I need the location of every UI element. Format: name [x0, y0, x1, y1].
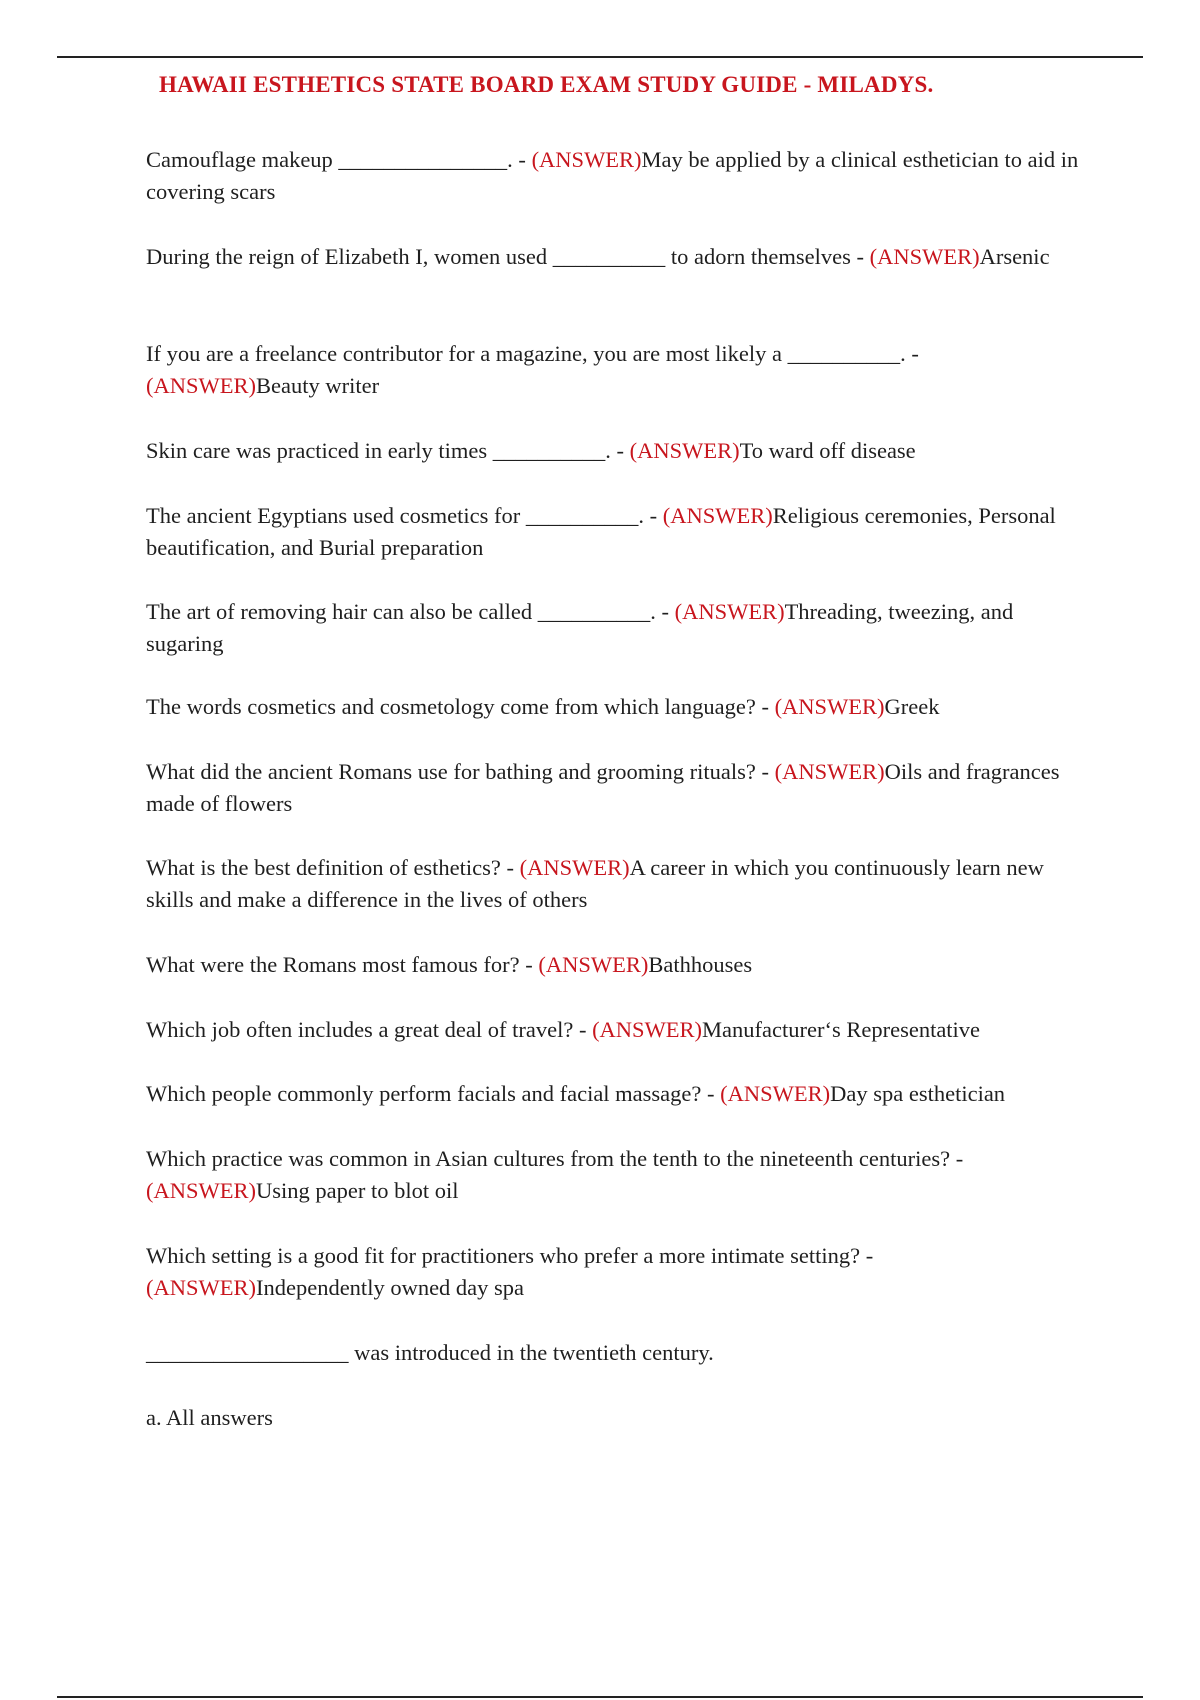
answer-tag: (ANSWER): [662, 503, 773, 528]
answer-text: Greek: [884, 694, 940, 719]
qa-item: [146, 338, 1096, 402]
answer-text: A career in which you continuously learn new skills and make a difference in the lives of others: [146, 855, 1044, 912]
answer-text: Beauty writer: [255, 373, 380, 398]
answer-tag: (ANSWER): [674, 599, 785, 624]
answer-text: May be applied by a clinical esthetician to aid in covering scars: [146, 147, 1079, 204]
answer-text: Manufacturer‘s Representative: [702, 1017, 981, 1042]
answer-text: Threading, tweezing, and sugaring: [146, 599, 1014, 656]
question-text: During the reign of Elizabeth I, women used __________ to adorn themselves -: [146, 244, 870, 269]
qa-item: [146, 1014, 1096, 1046]
bottom-rule: [57, 1696, 1143, 1698]
trailing-question: __________________ was introduced in the twentieth century.: [146, 1340, 714, 1365]
trailing-option: a. All answers: [146, 1405, 273, 1430]
qa-item: [146, 500, 1096, 564]
question-text: Skin care was practiced in early times __________. -: [146, 438, 630, 463]
question-text: Camouflage makeup _______________. -: [146, 147, 532, 172]
answer-tag: (ANSWER): [146, 1178, 256, 1203]
question-text: The art of removing hair can also be called __________. -: [146, 599, 675, 624]
answer-tag: (ANSWER): [629, 438, 740, 463]
qa-item: [146, 144, 1096, 208]
qa-item: [146, 435, 1096, 467]
answer-tag: (ANSWER): [531, 147, 642, 172]
qa-item: [146, 756, 1096, 820]
answer-tag: (ANSWER): [519, 855, 630, 880]
question-text: The ancient Egyptians used cosmetics for __________. -: [146, 503, 663, 528]
qa-item: [146, 241, 1096, 273]
top-rule: [57, 56, 1143, 58]
question-text: Which people commonly perform facials and facial massage? -: [146, 1081, 721, 1106]
answer-tag: (ANSWER): [774, 759, 885, 784]
answer-tag: (ANSWER): [146, 373, 256, 398]
answer-text: Religious ceremonies, Personal beautification, and Burial preparation: [146, 503, 1056, 560]
qa-item: [146, 852, 1096, 916]
answer-text: Arsenic: [979, 244, 1050, 269]
answer-text: Using paper to blot oil: [255, 1178, 459, 1203]
answer-tag: (ANSWER): [774, 694, 885, 719]
question-text: Which practice was common in Asian cultures from the tenth to the nineteenth centuries? -: [146, 1146, 964, 1171]
question-text: What is the best definition of esthetics? -: [146, 855, 520, 880]
question-text: If you are a freelance contributor for a magazine, you are most likely a __________. -: [146, 341, 919, 366]
answer-tag: (ANSWER): [720, 1081, 831, 1106]
answer-text: To ward off disease: [739, 438, 916, 463]
answer-text: Independently owned day spa: [255, 1275, 525, 1300]
qa-item: [146, 1240, 1096, 1304]
question-text: Which setting is a good fit for practitioners who prefer a more intimate setting? -: [146, 1243, 874, 1268]
answer-text: Bathhouses: [648, 952, 753, 977]
qa-item: [146, 1143, 1096, 1207]
answer-tag: (ANSWER): [869, 244, 980, 269]
question-text: The words cosmetics and cosmetology come from which language? -: [146, 694, 775, 719]
qa-item: [146, 1078, 1096, 1110]
qa-item: [146, 691, 1096, 723]
answer-tag: (ANSWER): [538, 952, 649, 977]
question-text: What did the ancient Romans use for bathing and grooming rituals? -: [146, 759, 775, 784]
qa-item: [146, 949, 1096, 981]
document-title: HAWAII ESTHETICS STATE BOARD EXAM STUDY GUIDE - MILADYS.: [159, 72, 934, 97]
question-text: What were the Romans most famous for? -: [146, 952, 539, 977]
answer-text: Oils and fragrances made of flowers: [146, 759, 1060, 816]
question-text: Which job often includes a great deal of travel? -: [146, 1017, 593, 1042]
qa-item: [146, 596, 1096, 660]
answer-text: Day spa esthetician: [830, 1081, 1006, 1106]
answer-tag: (ANSWER): [592, 1017, 703, 1042]
answer-tag: (ANSWER): [146, 1275, 256, 1300]
